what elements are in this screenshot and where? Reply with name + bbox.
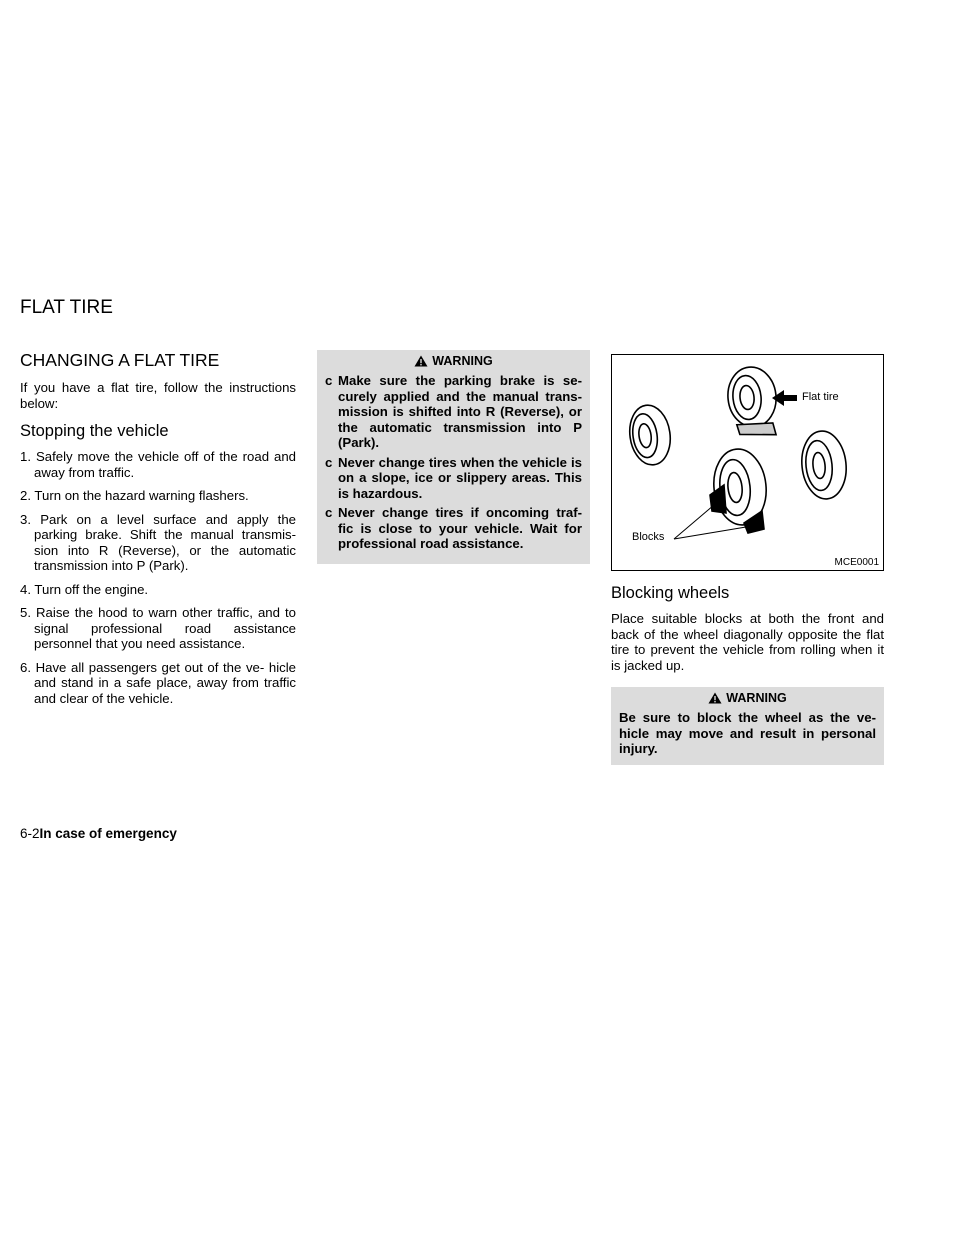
intro-paragraph: If you have a flat tire, follow the instructions below: (20, 380, 296, 411)
warning-text: Be sure to block the wheel as the ve- hicle may move and result in personal injury. (619, 710, 876, 756)
warning-item-text: Make sure the parking brake is se- curely applied and the manual trans- mission is shifted into R (Reverse), or the automatic transmission into P (Park). (338, 373, 582, 450)
blocking-paragraph: Place suitable blocks at both the front and back of the wheel diagonally opposite the flat tire to prevent the vehicle from rolling when it is jacked up. (611, 611, 884, 673)
label-flat-tire: Flat tire (802, 391, 839, 403)
column-right (611, 354, 884, 765)
bullet-marker: c (325, 454, 333, 470)
step-item: 1. Safely move the vehicle off of the road and away from traffic. (20, 449, 296, 480)
column-middle (317, 350, 590, 564)
bullet-marker: c (325, 373, 333, 388)
figure-code: MCE0001 (834, 557, 879, 568)
step-item: 4. Turn off the engine. (20, 581, 149, 597)
warning-label: WARNING (432, 354, 493, 368)
warning-label: WARNING (726, 691, 787, 705)
step-item: 2. Turn on the hazard warning flashers. (20, 488, 249, 503)
subheading-blocking-wheels: Blocking wheels (611, 584, 730, 602)
bullet-marker: c (325, 505, 333, 520)
page-number: 6-2 (20, 826, 40, 841)
warning-header (611, 689, 884, 707)
section-title: FLAT TIRE (20, 297, 113, 318)
block-front (710, 485, 726, 513)
label-blocks: Blocks (632, 531, 665, 543)
tire-flat (725, 365, 780, 440)
chapter-title: In case of emergency (39, 826, 177, 841)
warning-box-block (611, 687, 884, 765)
tire-right (799, 429, 850, 501)
heading-changing-flat-tire: CHANGING A FLAT TIRE (20, 350, 220, 370)
column-left (20, 350, 296, 714)
page-footer (20, 826, 177, 841)
warning-item-text: Never change tires if oncoming traf- fic is close to your vehicle. Wait for professional road assistance. (338, 505, 582, 551)
warning-item (325, 455, 582, 502)
warning-item-text: Never change tires when the vehicle is on a slope, ice or slippery areas. This is hazardous. (338, 454, 582, 501)
step-item: 5. Raise the hood to warn other traffic, and to signal professional road assistance personnel that you need assistance. (20, 605, 296, 651)
warning-item (325, 505, 582, 552)
tire-blocks-illustration (611, 354, 884, 571)
warning-item (325, 373, 582, 451)
tire-left (626, 403, 674, 468)
warning-box-parking (317, 350, 590, 564)
subheading-stopping-vehicle: Stopping the vehicle (20, 422, 169, 440)
warning-triangle-icon (708, 692, 722, 704)
warning-list (317, 370, 590, 552)
warning-header (317, 352, 590, 370)
steps-list (20, 449, 296, 706)
step-item: 3. Park on a level surface and apply the parking brake. Shift the manual transmis- sion into R (Reverse), or the automatic transmission into P (Park). (20, 511, 296, 573)
warning-triangle-icon (414, 355, 428, 367)
step-item: 6. Have all passengers get out of the ve- hicle and stand in a safe place, away from traffic and clear of the vehicle. (20, 659, 296, 706)
